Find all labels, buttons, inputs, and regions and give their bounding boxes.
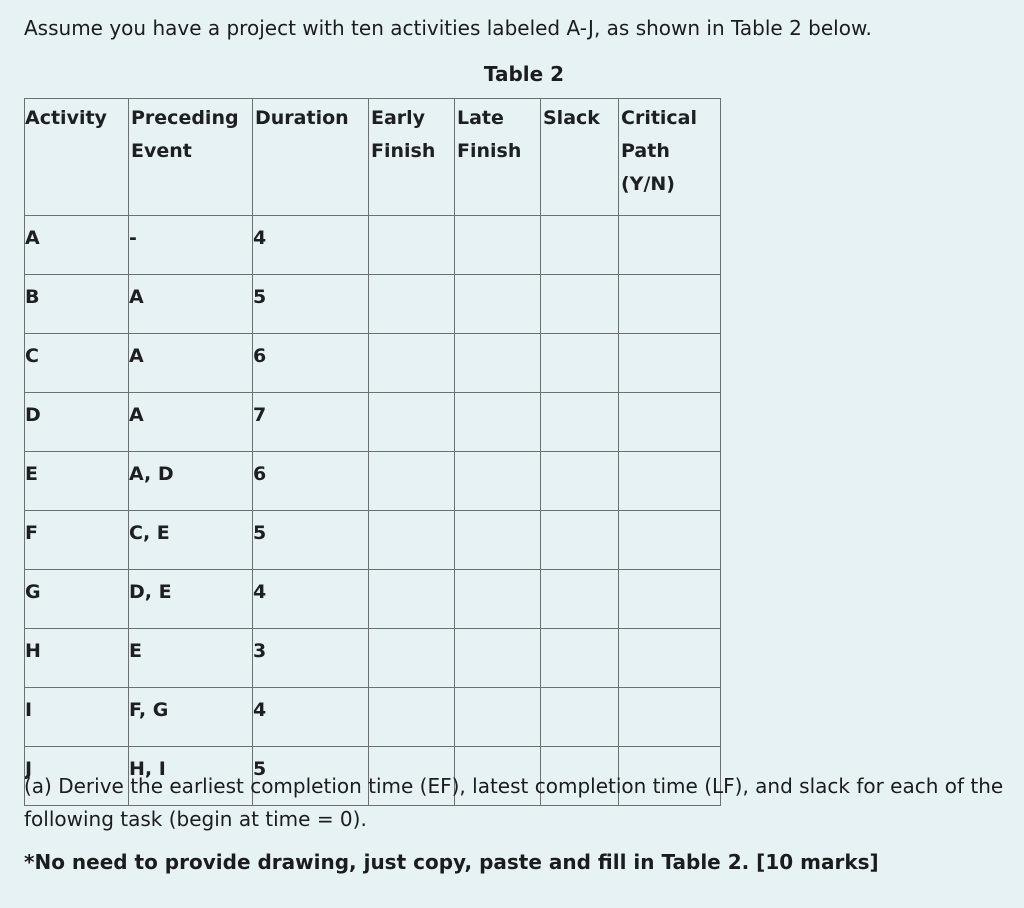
cell-activity: E	[25, 452, 129, 511]
cell-slack	[541, 688, 619, 747]
intro-text: Assume you have a project with ten activities labeled A-J, as shown in Table 2 below.	[24, 16, 872, 40]
cell-slack	[541, 334, 619, 393]
cell-early-finish	[369, 511, 455, 570]
cell-early-finish	[369, 688, 455, 747]
cell-duration: 5	[253, 511, 369, 570]
cell-late-finish	[455, 452, 541, 511]
header-duration: Duration	[253, 99, 369, 216]
table-row	[25, 511, 721, 570]
cell-slack	[541, 275, 619, 334]
cell-preceding-event: A	[129, 275, 253, 334]
cell-early-finish	[369, 452, 455, 511]
header-preceding-event: Preceding Event	[129, 99, 253, 216]
header-activity: Activity	[25, 99, 129, 216]
table-body	[25, 216, 721, 806]
cell-duration: 4	[253, 688, 369, 747]
table-row	[25, 275, 721, 334]
cell-slack	[541, 452, 619, 511]
cell-early-finish	[369, 570, 455, 629]
cell-activity: B	[25, 275, 129, 334]
header-late-finish: Late Finish	[455, 99, 541, 216]
cell-critical-path	[619, 629, 721, 688]
cell-preceding-event: H, I	[129, 747, 253, 806]
cell-preceding-event: F, G	[129, 688, 253, 747]
cell-late-finish	[455, 629, 541, 688]
cell-duration: 3	[253, 629, 369, 688]
cell-preceding-event: D, E	[129, 570, 253, 629]
cell-preceding-event: A	[129, 334, 253, 393]
cell-early-finish	[369, 216, 455, 275]
cell-duration: 5	[253, 275, 369, 334]
cell-late-finish	[455, 570, 541, 629]
cell-activity: A	[25, 216, 129, 275]
cell-critical-path	[619, 275, 721, 334]
cell-preceding-event: A	[129, 393, 253, 452]
table-row	[25, 629, 721, 688]
cell-preceding-event: E	[129, 629, 253, 688]
cell-duration: 4	[253, 216, 369, 275]
table-row	[25, 570, 721, 629]
cell-late-finish	[455, 334, 541, 393]
table-caption: Table 2	[483, 62, 565, 86]
cell-slack	[541, 511, 619, 570]
cell-duration: 6	[253, 334, 369, 393]
cell-critical-path	[619, 393, 721, 452]
cell-slack	[541, 216, 619, 275]
table-row	[25, 393, 721, 452]
cell-slack	[541, 570, 619, 629]
header-row	[25, 99, 721, 216]
cell-duration: 7	[253, 393, 369, 452]
table-row	[25, 452, 721, 511]
header-critical-path: Critical Path (Y/N)	[619, 99, 721, 216]
cell-activity: G	[25, 570, 129, 629]
cell-activity: I	[25, 688, 129, 747]
cell-activity: F	[25, 511, 129, 570]
cell-early-finish	[369, 393, 455, 452]
cell-slack	[541, 629, 619, 688]
cell-critical-path	[619, 570, 721, 629]
cell-early-finish	[369, 334, 455, 393]
cell-activity: D	[25, 393, 129, 452]
header-early-finish: Early Finish	[369, 99, 455, 216]
table-row	[25, 334, 721, 393]
cell-critical-path	[619, 688, 721, 747]
cell-preceding-event: -	[129, 216, 253, 275]
cell-duration: 4	[253, 570, 369, 629]
cell-late-finish	[455, 216, 541, 275]
cell-early-finish	[369, 275, 455, 334]
table-row	[25, 216, 721, 275]
cell-critical-path	[619, 334, 721, 393]
cell-late-finish	[455, 393, 541, 452]
cell-duration: 6	[253, 452, 369, 511]
cell-activity: C	[25, 334, 129, 393]
cell-duration: 5	[253, 747, 369, 806]
cell-critical-path	[619, 216, 721, 275]
cell-slack	[541, 393, 619, 452]
table-header	[25, 99, 721, 216]
cell-activity: H	[25, 629, 129, 688]
table-row	[25, 688, 721, 747]
question-a-text: (a) Derive the earliest completion time (EF), latest completion time (LF), and slack for each of the following task (begin at time = 0).	[24, 774, 1004, 831]
instruction-note: *No need to provide drawing, just copy, paste and fill in Table 2. [10 marks]	[24, 850, 879, 874]
cell-early-finish	[369, 629, 455, 688]
cell-activity: J	[25, 747, 129, 806]
cell-late-finish	[455, 688, 541, 747]
header-slack: Slack	[541, 99, 619, 216]
cell-critical-path	[619, 511, 721, 570]
cell-critical-path	[619, 452, 721, 511]
cell-preceding-event: A, D	[129, 452, 253, 511]
cell-late-finish	[455, 275, 541, 334]
activity-table	[24, 98, 721, 806]
cell-preceding-event: C, E	[129, 511, 253, 570]
cell-late-finish	[455, 511, 541, 570]
